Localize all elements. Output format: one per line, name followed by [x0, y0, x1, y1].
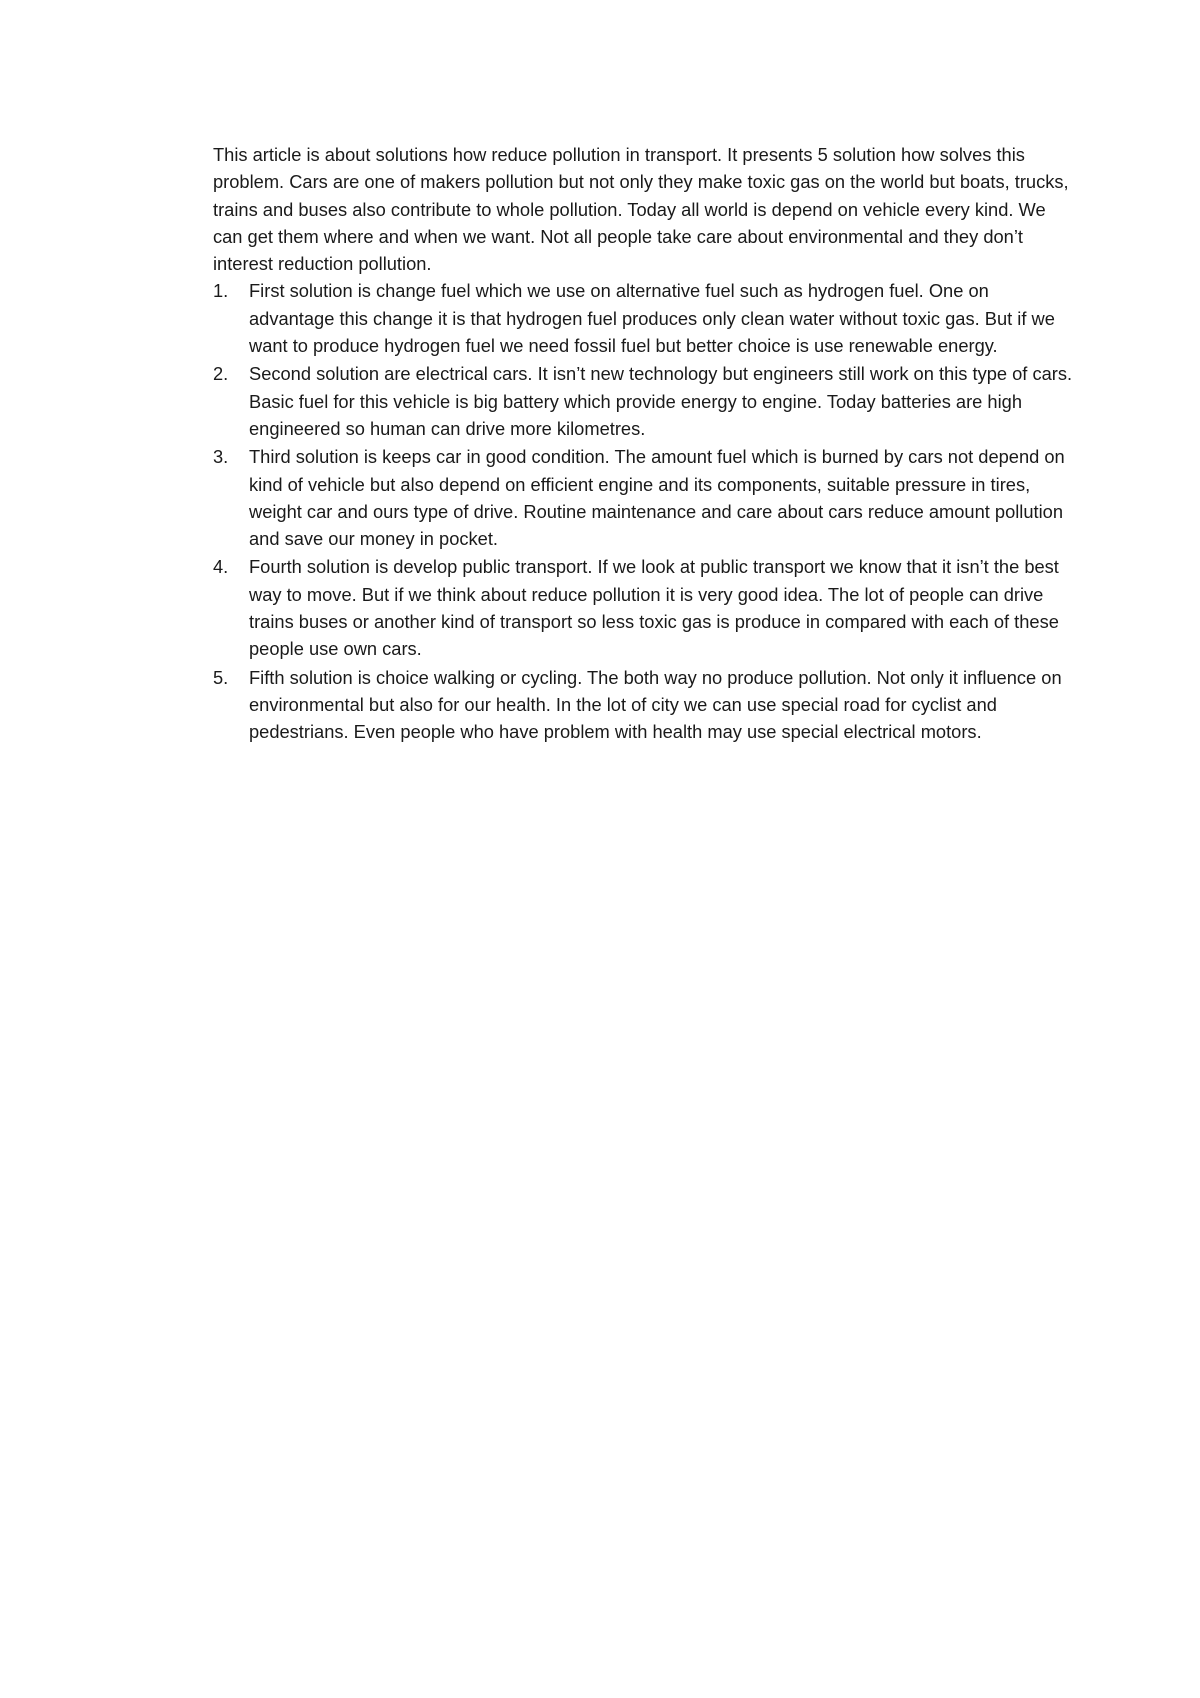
list-item-text: Second solution are electrical cars. It isn’t new technology but engineers still work on this type of cars. Basic fuel for this vehicle is big battery which provide energy to engine. Today batteries are high engineered so human can drive more kilometres. — [249, 363, 1073, 439]
intro-paragraph: This article is about solutions how reduce pollution in transport. It presents 5 solution how solves this problem. Cars are one of makers pollution but not only they make toxic gas on the world but boats, trucks, trains and buses also contribute to whole pollution. Today all world is depend on vehicle every kind. We can get them where and when we want. Not all people take care about environmental and they don’t interest reduction pollution. — [213, 144, 1069, 275]
list-item-text: Fifth solution is choice walking or cycling. The both way no produce pollution. Not only it influence on environmental but also for our health. In the lot of city we can use special road for cyclist and pedestrians. Even people who have problem with health may use special electrical motors. — [249, 666, 1062, 743]
document-body — [213, 141, 1073, 747]
list-item — [213, 360, 1073, 442]
list-item — [213, 277, 1073, 359]
list-item-number: 5. — [213, 666, 229, 688]
list-item — [213, 664, 1073, 746]
solutions-list — [213, 277, 1073, 745]
list-item — [213, 553, 1073, 662]
list-item — [213, 443, 1073, 552]
list-item-text: Fourth solution is develop public transport. If we look at public transport we know that it isn’t the best way to move. But if we think about reduce pollution it is very good idea. The lot of people can drive trains buses or another kind of transport so less toxic gas is produce in compared with each of these people use own cars. — [249, 556, 1059, 660]
list-item-number: 3. — [213, 446, 229, 468]
list-item-number: 4. — [213, 556, 229, 578]
list-item-text: Third solution is keeps car in good condition. The amount fuel which is burned by cars not depend on kind of vehicle but also depend on efficient engine and its components, suitable pressure in tires, weight car and ours type of drive. Routine maintenance and care about cars reduce amount pollution and save our money in pocket. — [249, 446, 1065, 550]
list-item-text: First solution is change fuel which we use on alternative fuel such as hydrogen fuel. One on advantage this change it is that hydrogen fuel produces only clean water without toxic gas. But if we want to produce hydrogen fuel we need fossil fuel but better choice is use renewable energy. — [249, 280, 1055, 357]
list-item-number: 1. — [213, 280, 229, 302]
list-item-number: 2. — [213, 363, 229, 385]
